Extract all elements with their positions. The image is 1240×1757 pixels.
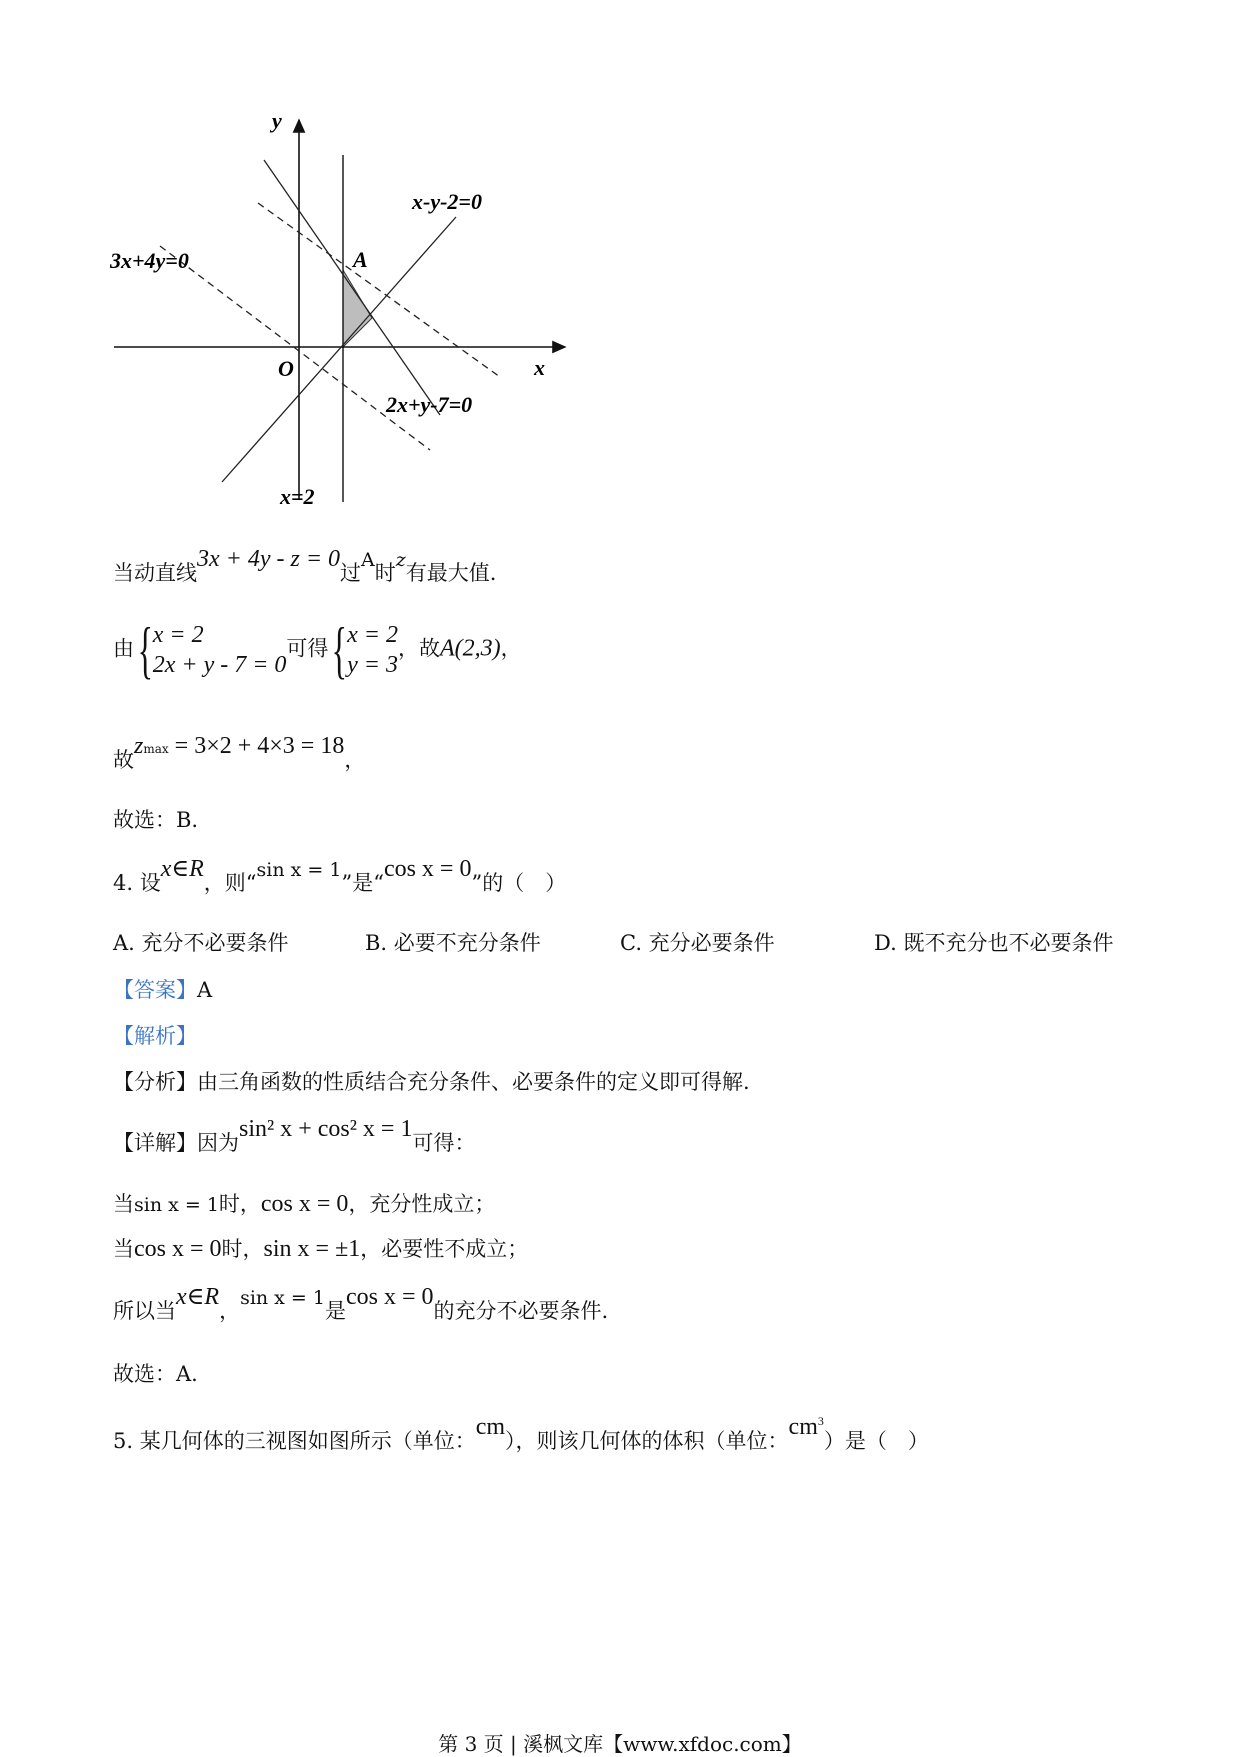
q4-stem: 4. 设x∈R，则“sin x = 1”是“cos x = 0”的（ ） [113, 856, 567, 895]
axis-y-label: y [272, 110, 282, 133]
option-a[interactable]: A. 充分不必要条件 [113, 931, 289, 955]
brace: { [332, 614, 348, 685]
brace: { [137, 614, 154, 685]
equation-system-1: x = 2 2x + y - 7 = 0 [152, 622, 287, 678]
option-b[interactable]: B. 必要不充分条件 [365, 931, 541, 955]
fenxi-line: 【分析】由三角函数的性质结合充分条件、必要条件的定义即可得解. [113, 1070, 750, 1094]
label-line2: 3x+4y=0 [110, 248, 189, 273]
equation-system-2: x = 2 y = 3 [347, 622, 398, 678]
label-line4: x=2 [280, 484, 315, 509]
q5-stem: 5. 某几何体的三视图如图所示（单位：cm），则该几何体的体积（单位：$cm^3$）是（ ） [113, 1414, 929, 1453]
feasible-region-figure [100, 110, 580, 510]
option-d[interactable]: D. 既不充分也不必要条件 [874, 931, 1114, 955]
q3-choice: 故选：B. [113, 808, 199, 832]
q3-line3: 故zmax = 3×2 + 4×3 = 18， [113, 733, 366, 772]
line-x-minus-y-minus-2 [222, 217, 456, 482]
axis-x-label: x [534, 355, 545, 380]
case1-line: 当sin x = 1时，cos x = 0，充分性成立； [113, 1191, 496, 1217]
analysis-label: 【解析】 [113, 1024, 197, 1048]
answer-label: 【答案】 [113, 978, 197, 1002]
q4-choice: 故选：A. [113, 1362, 198, 1386]
xiangjie-line: 【详解】因为sin² x + cos² x = 1可得： [113, 1116, 476, 1155]
math-expr: 3x + 4y - z = 0 [197, 546, 341, 572]
q3-line1: 当动直线3x + 4y - z = 0过A时z有最大值. [113, 546, 497, 585]
dashed-line-through-a [258, 203, 500, 377]
case2-line: 当cos x = 0时，sin x = ±1，必要性不成立； [113, 1236, 529, 1262]
point-a-label: A [353, 247, 368, 272]
conclusion-line: 所以当x∈R，sin x = 1是cos x = 0的充分不必要条件. [113, 1284, 609, 1323]
answer-line: 【答案】A [113, 978, 213, 1002]
q3-line2: 由{ x = 2 2x + y - 7 = 0 可得{ x = 2 y = 3 ，故A(2,3)， [113, 614, 522, 685]
label-line3: 2x+y-7=0 [386, 392, 473, 417]
origin-label: O [278, 356, 294, 381]
page-footer: 第 3 页 | 溪枫文库【www.xfdoc.com】 [438, 1732, 802, 1756]
dashed-line-origin [160, 246, 430, 450]
label-line1: x-y-2=0 [412, 189, 482, 214]
option-c[interactable]: C. 充分必要条件 [620, 931, 775, 955]
